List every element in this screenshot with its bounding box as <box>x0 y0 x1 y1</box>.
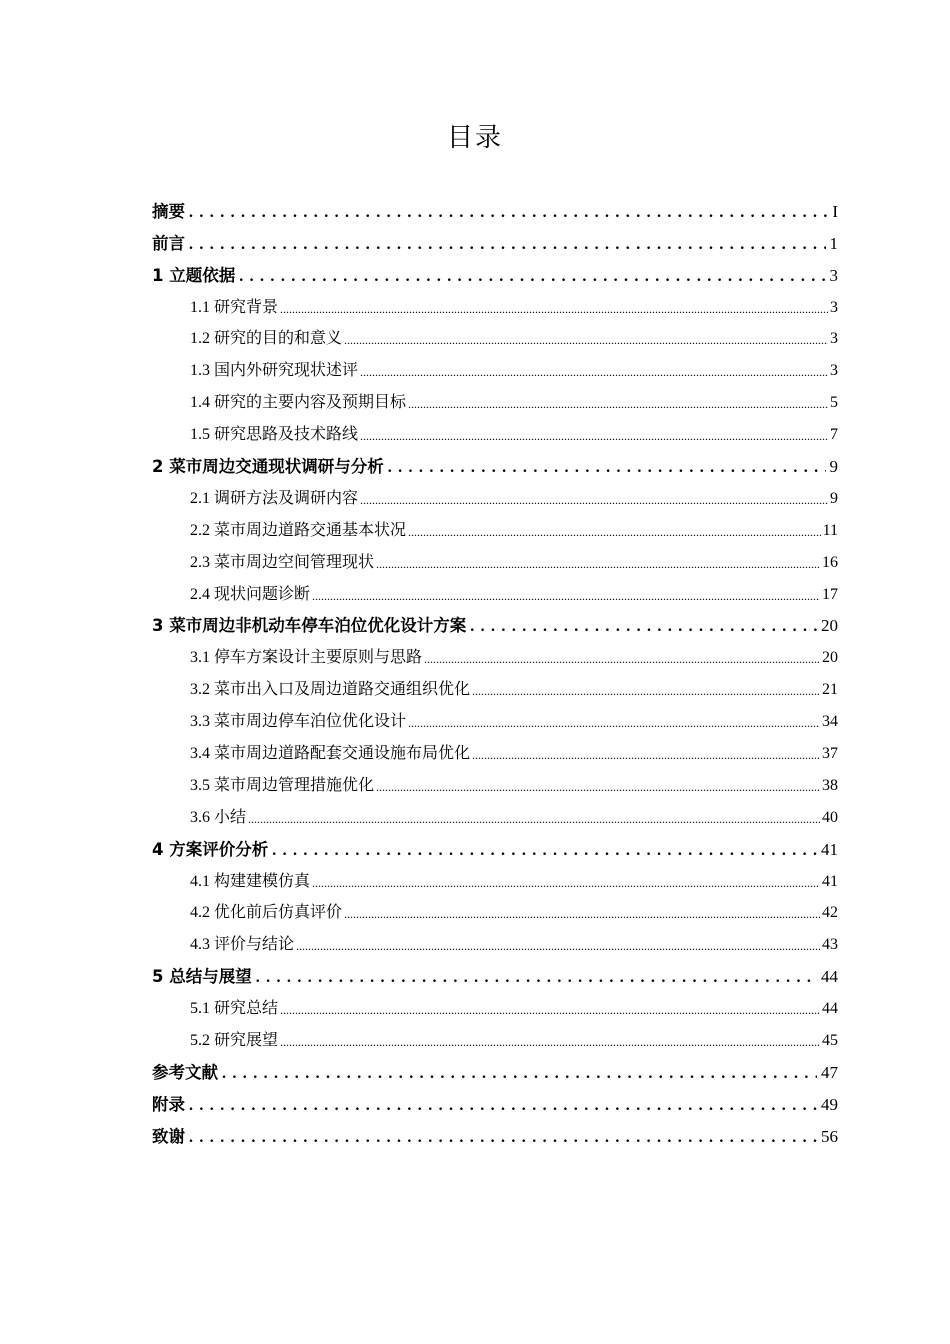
toc-entry-label: 4.3 评价与结论 <box>190 936 295 954</box>
toc-entry-label: 3.2 菜市出入口及周边道路交通组织优化 <box>190 681 471 699</box>
toc-section-entry[interactable] <box>152 861 838 893</box>
toc-dot-leader <box>470 615 817 637</box>
toc-entry-page-number: 3 <box>830 330 838 348</box>
toc-entry-label: 3.1 停车方案设计主要原则与思路 <box>190 649 423 667</box>
toc-entry-page-number: 21 <box>822 681 838 699</box>
toc-section-entry[interactable] <box>152 574 838 606</box>
toc-section-entry[interactable] <box>152 733 838 765</box>
toc-entry-label: 2.2 菜市周边道路交通基本状况 <box>190 521 407 539</box>
toc-section-entry[interactable] <box>152 350 838 382</box>
toc-dot-leader <box>280 998 820 1020</box>
toc-entry-page-number: 42 <box>822 904 838 922</box>
toc-entry-label: 5 总结与展望 <box>152 967 252 987</box>
toc-chapter-entry[interactable] <box>152 956 838 988</box>
toc-chapter-entry[interactable] <box>152 446 838 478</box>
toc-dot-leader <box>376 552 820 574</box>
toc-entry-page-number: 40 <box>822 808 838 826</box>
toc-dot-leader <box>360 424 828 446</box>
toc-section-entry[interactable] <box>152 893 838 925</box>
toc-dot-leader <box>312 871 820 893</box>
toc-dot-leader <box>189 1126 817 1148</box>
toc-entry-page-number: 43 <box>822 936 838 954</box>
toc-entry-page-number: 16 <box>822 553 838 571</box>
toc-chapter-entry[interactable] <box>152 255 838 287</box>
toc-entry-page-number: 47 <box>821 1062 838 1082</box>
toc-dot-leader <box>472 679 820 701</box>
toc-entry-page-number: 3 <box>829 265 838 285</box>
toc-entry-page-number: 38 <box>822 776 838 794</box>
toc-section-entry[interactable] <box>152 988 838 1020</box>
toc-chapter-entry[interactable] <box>152 223 838 255</box>
toc-entry-page-number: 7 <box>830 426 838 444</box>
toc-chapter-entry[interactable] <box>152 829 838 861</box>
toc-dot-leader <box>344 902 820 924</box>
toc-entry-page-number: 9 <box>830 489 838 507</box>
toc-section-entry[interactable] <box>152 924 838 956</box>
toc-section-entry[interactable] <box>152 382 838 414</box>
toc-entry-label: 3.5 菜市周边管理措施优化 <box>190 776 375 794</box>
toc-entry-label: 摘要 <box>152 201 185 221</box>
toc-entry-label: 3 菜市周边非机动车停车泊位优化设计方案 <box>152 616 467 636</box>
toc-title: 目录 <box>446 123 503 153</box>
toc-entry-page-number: 44 <box>821 967 838 987</box>
toc-entry-label: 附录 <box>152 1094 185 1114</box>
toc-entry-page-number: 20 <box>822 649 838 667</box>
toc-chapter-entry[interactable] <box>152 1116 838 1148</box>
toc-entry-page-number: 44 <box>822 1000 838 1018</box>
toc-entry-page-number: 49 <box>821 1094 838 1114</box>
toc-entry-page-number: 3 <box>830 298 838 316</box>
toc-section-entry[interactable] <box>152 765 838 797</box>
toc-section-entry[interactable] <box>152 637 838 669</box>
toc-section-entry[interactable] <box>152 797 838 829</box>
toc-entry-label: 1.2 研究的目的和意义 <box>190 330 343 348</box>
toc-entry-label: 2.3 菜市周边空间管理现状 <box>190 553 375 571</box>
toc-dot-leader <box>388 456 826 478</box>
toc-dot-leader <box>239 265 825 287</box>
toc-entry-label: 致谢 <box>152 1126 185 1146</box>
toc-dot-leader <box>272 839 817 861</box>
toc-entry-label: 2.1 调研方法及调研内容 <box>190 489 359 507</box>
toc-dot-leader <box>189 201 828 223</box>
toc-entry-label: 前言 <box>152 233 185 253</box>
toc-dot-leader <box>344 328 828 350</box>
toc-entry-label: 3.3 菜市周边停车泊位优化设计 <box>190 713 407 731</box>
toc-entry-label: 3.6 小结 <box>190 808 247 826</box>
toc-entry-label: 1.4 研究的主要内容及预期目标 <box>190 394 407 412</box>
toc-entry-page-number: I <box>832 201 838 221</box>
toc-chapter-entry[interactable] <box>152 191 838 223</box>
toc-entry-label: 1.1 研究背景 <box>190 298 279 316</box>
toc-dot-leader <box>408 392 828 414</box>
toc-section-entry[interactable] <box>152 701 838 733</box>
toc-section-entry[interactable] <box>152 510 838 542</box>
toc-dot-leader <box>424 647 820 669</box>
toc-dot-leader <box>408 520 821 542</box>
toc-entry-label: 1.3 国内外研究现状述评 <box>190 362 359 380</box>
toc-entry-page-number: 56 <box>821 1126 838 1146</box>
toc-dot-leader <box>280 1030 820 1052</box>
toc-chapter-entry[interactable] <box>152 1084 838 1116</box>
toc-dot-leader <box>189 233 826 255</box>
toc-chapter-entry[interactable] <box>152 1052 838 1084</box>
toc-dot-leader <box>312 584 820 606</box>
toc-dot-leader <box>360 360 828 382</box>
toc-entry-page-number: 1 <box>829 233 838 253</box>
toc-dot-leader <box>376 775 820 797</box>
toc-entry-page-number: 5 <box>830 394 838 412</box>
toc-entry-label: 4.2 优化前后仿真评价 <box>190 904 343 922</box>
toc-entry-label: 4.1 构建建模仿真 <box>190 872 311 890</box>
toc-entry-label: 2 菜市周边交通现状调研与分析 <box>152 457 384 477</box>
toc-section-entry[interactable] <box>152 669 838 701</box>
toc-section-entry[interactable] <box>152 1020 838 1052</box>
toc-entry-page-number: 11 <box>822 521 838 539</box>
toc-entry-label: 2.4 现状问题诊断 <box>190 585 311 603</box>
toc-entry-label: 1 立题依据 <box>152 265 236 285</box>
toc-entry-page-number: 45 <box>822 1032 838 1050</box>
toc-entry-page-number: 17 <box>822 585 838 603</box>
toc-entry-page-number: 3 <box>830 362 838 380</box>
toc-section-entry[interactable] <box>152 319 838 351</box>
toc-entry-label: 5.2 研究展望 <box>190 1032 279 1050</box>
toc-entry-page-number: 20 <box>821 616 838 636</box>
toc-section-entry[interactable] <box>152 542 838 574</box>
toc-dot-leader <box>296 934 820 956</box>
toc-entry-label: 1.5 研究思路及技术路线 <box>190 426 359 444</box>
toc-chapter-entry[interactable] <box>152 606 838 638</box>
toc-dot-leader <box>280 297 828 319</box>
toc-entry-label: 3.4 菜市周边道路配套交通设施布局优化 <box>190 745 471 763</box>
toc-list <box>152 191 838 1148</box>
toc-dot-leader <box>189 1094 817 1116</box>
toc-section-entry[interactable] <box>152 414 838 446</box>
toc-dot-leader <box>248 807 820 829</box>
toc-entry-label: 4 方案评价分析 <box>152 839 269 859</box>
toc-section-entry[interactable] <box>152 287 838 319</box>
toc-entry-label: 参考文献 <box>152 1062 218 1082</box>
toc-dot-leader <box>360 488 828 510</box>
toc-entry-page-number: 41 <box>821 839 838 859</box>
toc-dot-leader <box>472 743 820 765</box>
toc-entry-page-number: 34 <box>822 713 838 731</box>
toc-dot-leader <box>256 966 817 988</box>
toc-entry-page-number: 37 <box>822 745 838 763</box>
toc-entry-page-number: 41 <box>822 872 838 890</box>
toc-dot-leader <box>408 711 820 733</box>
toc-section-entry[interactable] <box>152 478 838 510</box>
toc-dot-leader <box>222 1062 817 1084</box>
toc-entry-label: 5.1 研究总结 <box>190 1000 279 1018</box>
toc-entry-page-number: 9 <box>829 457 838 477</box>
